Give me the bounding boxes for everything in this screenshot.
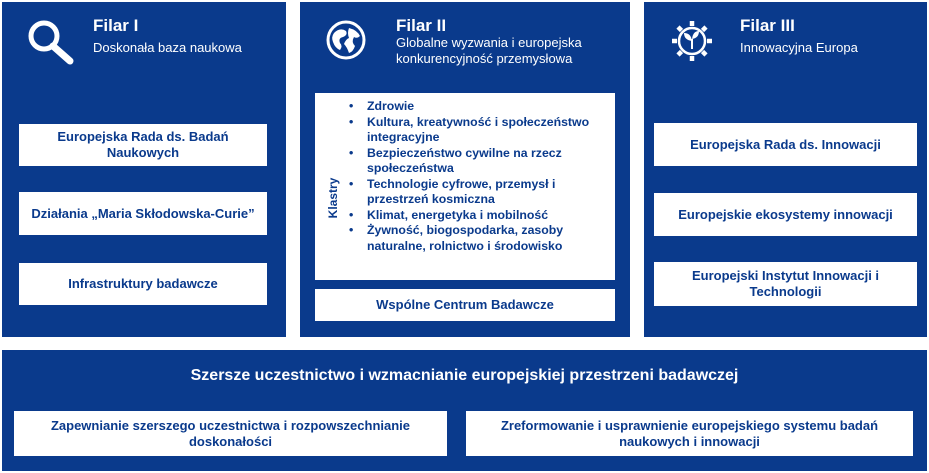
cluster-item: • Zdrowie xyxy=(345,99,611,115)
bottom-box-1: Zapewnianie szerszego uczestnictwa i rozpowszechnianie doskonałości xyxy=(14,411,447,456)
pillar-3-subtitle: Innowacyjna Europa xyxy=(740,40,858,55)
cluster-item: • Technologie cyfrowe, przemysł i przestrzeń kosmiczna xyxy=(345,177,611,208)
pillar-2-title: Filar II xyxy=(396,16,447,35)
bottom-box-2: Zreformowanie i usprawnienie europejskiego systemu badań naukowych i innowacji xyxy=(466,411,913,456)
pillar-3-box-3: Europejski Instytut Innowacji i Technologii xyxy=(654,262,917,306)
cluster-item: • Żywność, biogospodarka, zasoby naturalne, rolnictwo i środowisko xyxy=(345,223,611,254)
pillar-1-subtitle: Doskonała baza naukowa xyxy=(93,40,242,55)
pillar-3-box-2: Europejskie ekosystemy innowacji xyxy=(654,193,917,236)
globe-icon xyxy=(318,16,374,66)
clusters-label: Klastry xyxy=(326,177,340,219)
bottom-title: Szersze uczestnictwo i wzmacnianie europejskiej przestrzeni badawczej xyxy=(190,367,739,384)
pillar-1-box-2: Działania „Maria Skłodowska-Curie” xyxy=(19,192,267,235)
pillar-2-subtitle: Globalne wyzwania i europejska konkurencyjność przemysłowa xyxy=(396,35,582,66)
bottom-band xyxy=(2,350,927,471)
pillar-2 xyxy=(300,2,630,337)
pillar-3 xyxy=(644,2,927,337)
pillar-1-box-1: Europejska Rada ds. Badań Naukowych xyxy=(19,124,267,166)
clusters-box xyxy=(315,93,615,280)
cluster-item: • Klimat, energetyka i mobilność xyxy=(345,208,611,224)
cluster-item: • Bezpieczeństwo cywilne na rzecz społeczeństwa xyxy=(345,146,611,177)
cluster-item: • Kultura, kreatywność i społeczeństwo integracyjne xyxy=(345,115,611,146)
magnifier-icon xyxy=(22,16,78,66)
pillar-3-box-1: Europejska Rada ds. Innowacji xyxy=(654,123,917,166)
pillar-1 xyxy=(2,2,286,337)
pillar-1-title: Filar I xyxy=(93,16,139,35)
pillar-2-box: Wspólne Centrum Badawcze xyxy=(315,289,615,321)
clusters-list xyxy=(345,99,611,254)
pillar-1-box-3: Infrastruktury badawcze xyxy=(19,263,267,305)
gear-plant-icon xyxy=(664,16,720,66)
pillar-3-title: Filar III xyxy=(740,16,795,35)
